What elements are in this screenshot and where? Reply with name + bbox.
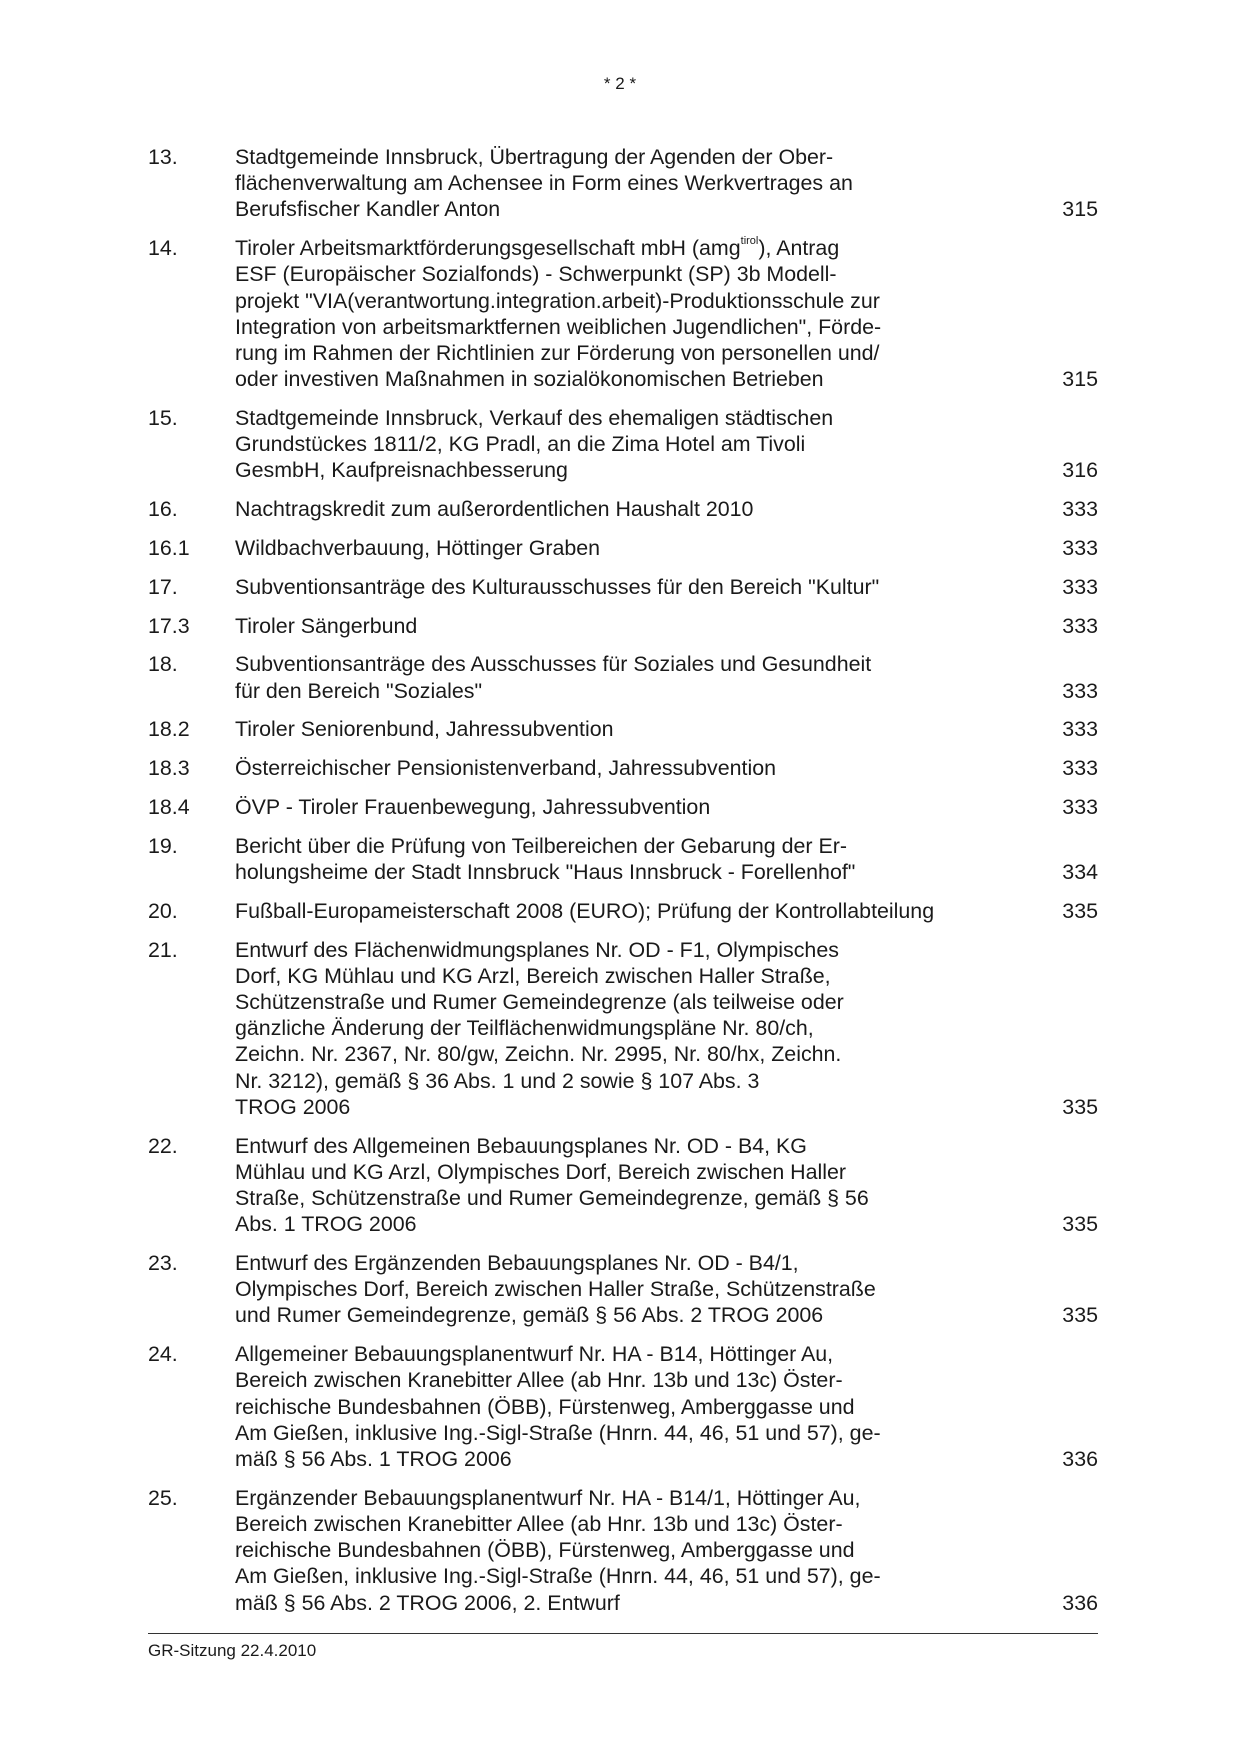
table-of-contents bbox=[148, 144, 1098, 1628]
entry-number: 17.3 bbox=[148, 613, 190, 638]
entry-number: 17. bbox=[148, 574, 178, 599]
toc-entry bbox=[148, 1485, 1098, 1616]
entry-page: 315 bbox=[1062, 197, 1098, 222]
toc-entry bbox=[148, 1250, 1098, 1329]
entry-page: 335 bbox=[1062, 898, 1098, 923]
entry-title-line: ÖVP - Tiroler Frauenbewegung, Jahressubvention bbox=[235, 795, 711, 819]
entry-page: 333 bbox=[1062, 613, 1098, 638]
entry-page: 333 bbox=[1062, 678, 1098, 703]
entry-title bbox=[235, 1485, 975, 1616]
entry-page: 315 bbox=[1062, 367, 1098, 392]
entry-page: 335 bbox=[1062, 1212, 1098, 1237]
entry-page: 334 bbox=[1062, 860, 1098, 884]
entry-number: 13. bbox=[148, 145, 178, 169]
entry-number: 23. bbox=[148, 1251, 178, 1276]
entry-number: 19. bbox=[148, 833, 178, 858]
entry-page: 333 bbox=[1062, 574, 1098, 599]
entry-number: 18.3 bbox=[148, 756, 190, 781]
entry-title-line: projekt "VIA(verantwortung.integration.arbeit)-Produktionsschule zur bbox=[235, 288, 880, 313]
entry-page: 316 bbox=[1062, 458, 1098, 483]
toc-entry bbox=[148, 1341, 1098, 1472]
entry-title-line: holungsheime der Stadt Innsbruck "Haus Innsbruck - Forellenhof" bbox=[235, 860, 856, 884]
entry-title-line: oder investiven Maßnahmen in sozialökonomischen Betrieben bbox=[235, 367, 824, 392]
entry-title bbox=[235, 794, 975, 820]
entry-page: 333 bbox=[1062, 497, 1098, 522]
superscript-tirol: tirol bbox=[740, 235, 759, 248]
entry-title-line: Nr. 3212), gemäß § 36 Abs. 1 und 2 sowie § 107 Abs. 3 bbox=[235, 1068, 760, 1093]
footer-meeting-label: GR-Sitzung 22.4.2010 bbox=[148, 1641, 317, 1660]
entry-title-line: Bereich zwischen Kranebitter Allee (ab Hnr. 13b und 13c) Öster- bbox=[235, 1368, 843, 1393]
entry-number: 24. bbox=[148, 1342, 178, 1367]
entry-title-line: und Rumer Gemeindegrenze, gemäß § 56 Abs. 2 TROG 2006 bbox=[235, 1303, 824, 1328]
entry-number: 14. bbox=[148, 236, 178, 261]
entry-number: 18.4 bbox=[148, 795, 190, 819]
entry-title-line: Olympisches Dorf, Bereich zwischen Haller Straße, Schützenstraße bbox=[235, 1277, 876, 1302]
entry-title-line: für den Bereich "Soziales" bbox=[235, 678, 483, 703]
entry-title-line: reichische Bundesbahnen (ÖBB), Fürstenweg, Amberggasse und bbox=[235, 1538, 855, 1563]
toc-entry bbox=[148, 144, 1098, 223]
entry-title bbox=[235, 496, 975, 522]
entry-title-line: Österreichischer Pensionistenverband, Jahressubvention bbox=[235, 756, 777, 781]
entry-title-line: mäß § 56 Abs. 2 TROG 2006, 2. Entwurf bbox=[235, 1590, 620, 1615]
entry-title-line: Zeichn. Nr. 2367, Nr. 80/gw, Zeichn. Nr. 2995, Nr. 80/hx, Zeichn. bbox=[235, 1042, 842, 1067]
entry-title-line: ESF (Europäischer Sozialfonds) - Schwerpunkt (SP) 3b Modell- bbox=[235, 262, 837, 287]
entry-number: 21. bbox=[148, 937, 178, 962]
toc-entry bbox=[148, 535, 1098, 561]
entry-title-line: Bericht über die Prüfung von Teilbereichen der Gebarung der Er- bbox=[235, 833, 847, 858]
entry-page: 336 bbox=[1062, 1447, 1098, 1472]
toc-entry bbox=[148, 574, 1098, 600]
toc-entry bbox=[148, 794, 1098, 820]
toc-entry bbox=[148, 833, 1098, 885]
entry-title-line: Entwurf des Flächenwidmungsplanes Nr. OD - F1, Olympisches bbox=[235, 937, 839, 962]
entry-title bbox=[235, 651, 975, 703]
toc-entry bbox=[148, 651, 1098, 703]
entry-title-line: Bereich zwischen Kranebitter Allee (ab Hnr. 13b und 13c) Öster- bbox=[235, 1512, 843, 1537]
entry-title-line: rung im Rahmen der Richtlinien zur Förderung von personellen und/ bbox=[235, 341, 880, 366]
entry-page: 333 bbox=[1062, 717, 1098, 742]
entry-title bbox=[235, 535, 975, 561]
toc-entry bbox=[148, 613, 1098, 639]
entry-page: 333 bbox=[1062, 536, 1098, 561]
entry-title bbox=[235, 1341, 975, 1472]
entry-title bbox=[235, 235, 975, 392]
entry-title bbox=[235, 1250, 975, 1329]
toc-entry bbox=[148, 716, 1098, 742]
entry-title-line: Fußball-Europameisterschaft 2008 (EURO); Prüfung der Kontrollabteilung bbox=[235, 898, 935, 923]
entry-title-line bbox=[235, 235, 975, 261]
footer-divider bbox=[148, 1633, 1098, 1634]
entry-title-line: Tiroler Sängerbund bbox=[235, 613, 418, 638]
entry-title bbox=[235, 144, 975, 223]
toc-entry bbox=[148, 937, 1098, 1120]
entry-number: 15. bbox=[148, 406, 178, 431]
entry-title bbox=[235, 1133, 975, 1238]
entry-title-line: Entwurf des Allgemeinen Bebauungsplanes Nr. OD - B4, KG bbox=[235, 1133, 807, 1158]
entry-title bbox=[235, 937, 975, 1120]
entry-page: 336 bbox=[1062, 1590, 1098, 1615]
entry-page: 333 bbox=[1062, 756, 1098, 781]
toc-entry bbox=[148, 235, 1098, 392]
entry-title bbox=[235, 716, 975, 742]
entry-title bbox=[235, 405, 975, 484]
page-number: * 2 * bbox=[603, 74, 637, 93]
entry-title bbox=[235, 898, 975, 924]
entry-title-line: reichische Bundesbahnen (ÖBB), Fürstenweg, Amberggasse und bbox=[235, 1394, 855, 1419]
toc-entry bbox=[148, 496, 1098, 522]
entry-title-line: Am Gießen, inklusive Ing.-Sigl-Straße (Hnrn. 44, 46, 51 und 57), ge- bbox=[235, 1564, 881, 1589]
entry-title-line: Dorf, KG Mühlau und KG Arzl, Bereich zwischen Haller Straße, bbox=[235, 963, 831, 988]
entry-title-line: Stadtgemeinde Innsbruck, Verkauf des ehemaligen städtischen bbox=[235, 406, 834, 431]
entry-title-line: Berufsfischer Kandler Anton bbox=[235, 197, 501, 222]
entry-title bbox=[235, 755, 975, 781]
toc-entry bbox=[148, 1133, 1098, 1238]
entry-title-line: Am Gießen, inklusive Ing.-Sigl-Straße (Hnrn. 44, 46, 51 und 57), ge- bbox=[235, 1420, 881, 1445]
entry-title bbox=[235, 613, 975, 639]
entry-title-line: TROG 2006 bbox=[235, 1094, 351, 1119]
entry-title-line: GesmbH, Kaufpreisnachbesserung bbox=[235, 458, 568, 483]
entry-title bbox=[235, 574, 975, 600]
entry-title-line: Grundstückes 1811/2, KG Pradl, an die Zima Hotel am Tivoli bbox=[235, 432, 806, 457]
entry-number: 18. bbox=[148, 652, 178, 677]
entry-title-line: Ergänzender Bebauungsplanentwurf Nr. HA - B14/1, Höttinger Au, bbox=[235, 1485, 861, 1510]
entry-page: 333 bbox=[1062, 795, 1098, 819]
entry-title-line: Subventionsanträge des Kulturausschusses für den Bereich "Kultur" bbox=[235, 574, 880, 599]
entry-title-line: Straße, Schützenstraße und Rumer Gemeindegrenze, gemäß § 56 bbox=[235, 1186, 869, 1211]
entry-title-line: Mühlau und KG Arzl, Olympisches Dorf, Bereich zwischen Haller bbox=[235, 1159, 847, 1184]
entry-number: 16.1 bbox=[148, 536, 190, 561]
entry-page: 335 bbox=[1062, 1303, 1098, 1328]
entry-title-line: Schützenstraße und Rumer Gemeindegrenze (als teilweise oder bbox=[235, 990, 844, 1014]
entry-title-line: Abs. 1 TROG 2006 bbox=[235, 1212, 417, 1237]
entry-title bbox=[235, 833, 975, 885]
entry-title-line: mäß § 56 Abs. 1 TROG 2006 bbox=[235, 1447, 512, 1472]
entry-title-line: flächenverwaltung am Achensee in Form eines Werkvertrages an bbox=[235, 171, 853, 196]
entry-number: 22. bbox=[148, 1133, 178, 1158]
entry-title-line: Tiroler Seniorenbund, Jahressubvention bbox=[235, 717, 614, 742]
entry-title-line: Stadtgemeinde Innsbruck, Übertragung der Agenden der Ober- bbox=[235, 145, 834, 169]
entry-page: 335 bbox=[1062, 1094, 1098, 1119]
entry-title-line: gänzliche Änderung der Teilflächenwidmungspläne Nr. 80/ch, bbox=[235, 1016, 814, 1041]
entry-title-line: Subventionsanträge des Ausschusses für Soziales und Gesundheit bbox=[235, 652, 872, 677]
entry-title-line: Integration von arbeitsmarktfernen weiblichen Jugendlichen", Förde- bbox=[235, 314, 882, 339]
entry-title-line: Allgemeiner Bebauungsplanentwurf Nr. HA - B14, Höttinger Au, bbox=[235, 1342, 834, 1367]
entry-number: 25. bbox=[148, 1485, 178, 1510]
toc-entry bbox=[148, 898, 1098, 924]
entry-number: 20. bbox=[148, 898, 178, 923]
entry-number: 18.2 bbox=[148, 717, 190, 742]
entry-number: 16. bbox=[148, 497, 178, 522]
entry-title-text: Tiroler Arbeitsmarktförderungsgesellschaft mbH (amg bbox=[235, 236, 741, 261]
toc-entry bbox=[148, 405, 1098, 484]
entry-title-text: ), Antrag bbox=[758, 236, 840, 261]
entry-title-line: Wildbachverbauung, Höttinger Graben bbox=[235, 536, 601, 561]
entry-title-line: Nachtragskredit zum außerordentlichen Haushalt 2010 bbox=[235, 497, 754, 522]
entry-title-line: Entwurf des Ergänzenden Bebauungsplanes Nr. OD - B4/1, bbox=[235, 1251, 799, 1276]
toc-entry bbox=[148, 755, 1098, 781]
